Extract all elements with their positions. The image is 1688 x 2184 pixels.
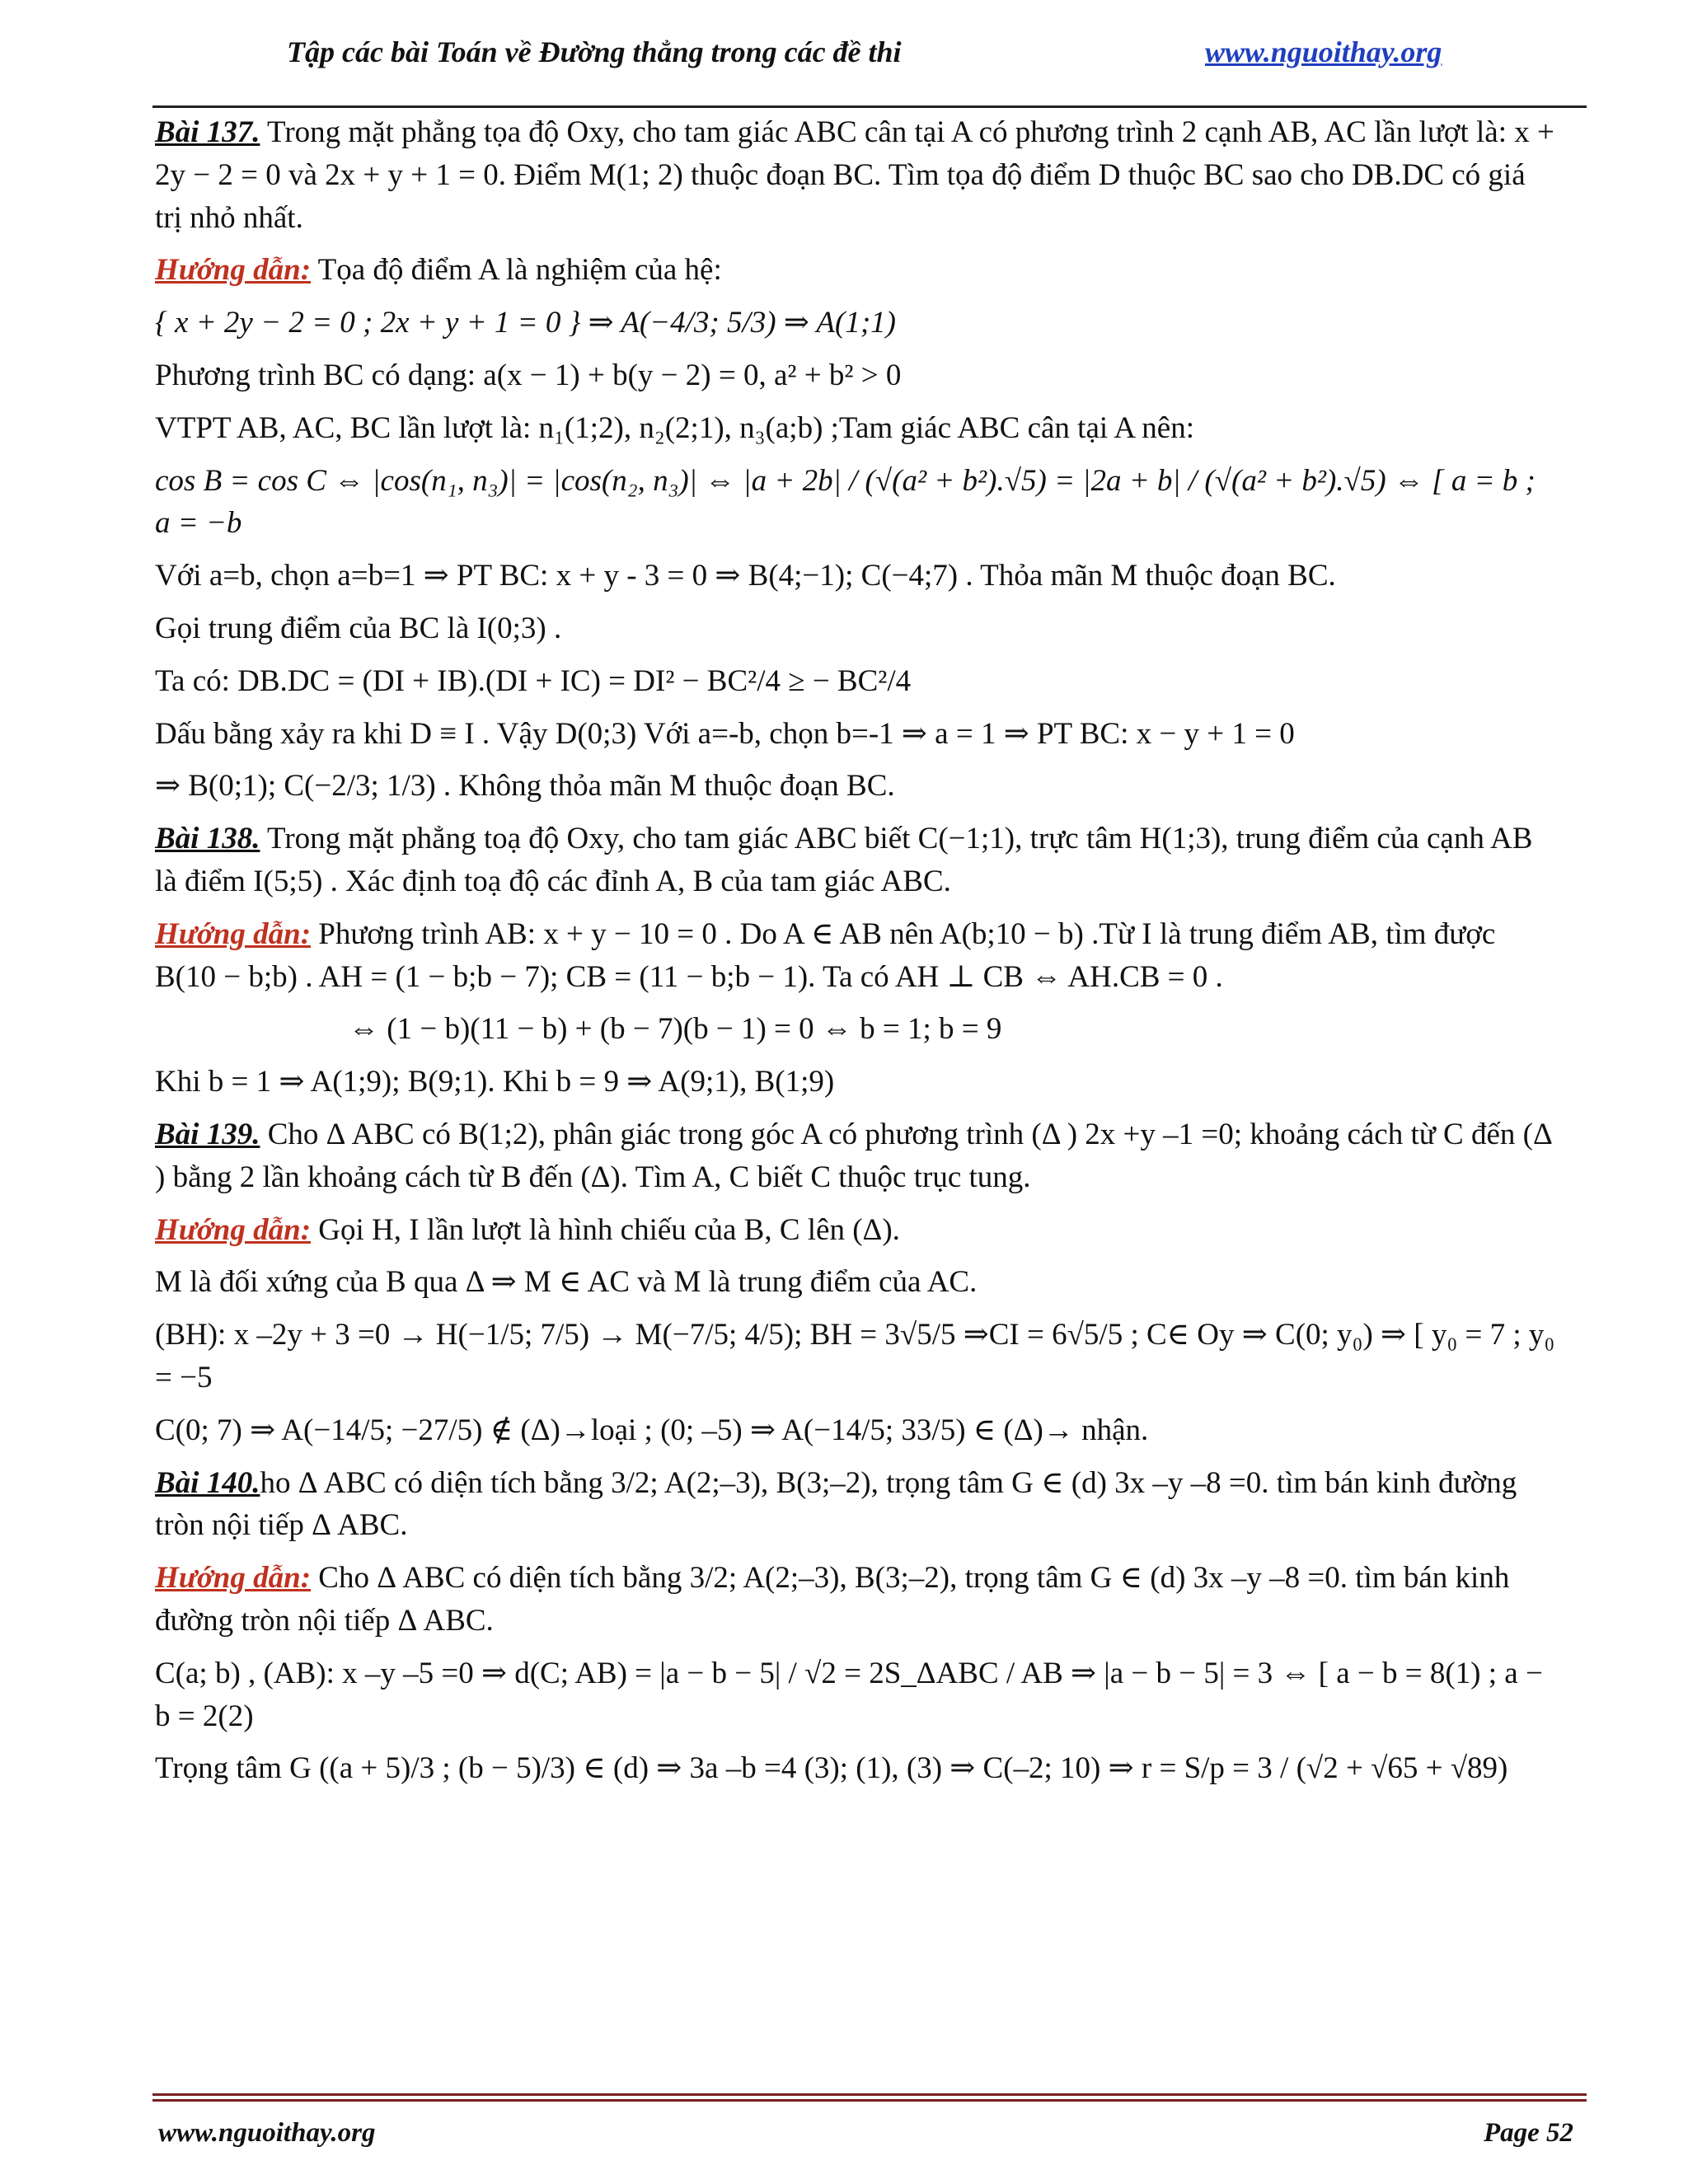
guide-line: Gọi trung điểm của BC là I(0;3) . [155, 611, 562, 645]
problem-label: Bài 138. [155, 822, 260, 856]
guide-line: Cho Δ ABC có diện tích bằng 3/2; A(2;–3), B(3;–2), trọng tâm G ∈ (d) 3x –y –8 =0. tìm bán kinh đường tròn nội tiếp Δ ABC. [155, 1561, 1510, 1638]
problem-139-statement [155, 1113, 1556, 1199]
problem-138-guide [155, 913, 1556, 999]
guide-line: ⇔ (1 − b)(11 − b) + (b − 7)(b − 1) = 0 ⇔ b = 1; b = 9 [349, 1012, 1002, 1047]
guide-label: Hướng dẫn: [155, 1212, 312, 1247]
problem-139-guide [155, 1209, 1556, 1252]
guide-line: C(a; b) , (AB): x –y –5 =0 ⇒ d(C; AB) = |a − b − 5| / √2 = 2S_ΔABC / AB ⇒ |a − b − 5| = 3 ⇔ [ a − b = 8(1) ; a − b = 2(2) [155, 1656, 1543, 1733]
guide-line: cos B = cos C ⇔ |cos(n₁, n₃)| = |cos(n₂, n₃)| ⇔ |a + 2b| / (√(a² + b²).√5) = |2a + b| / (√(a² + b²).√5) ⇔ [ a = b ; a = −b [155, 463, 1536, 541]
problem-137-guide [155, 249, 1556, 292]
problem-label: Bài 139. [155, 1117, 260, 1151]
footer-divider [152, 2093, 1587, 2105]
guide-line: Phương trình AB: x + y − 10 = 0 . Do A ∈ AB nên A(b;10 − b) .Từ I là trung điểm AB, tìm được B(10 − b;b) . AH = (1 − b;b − 7); CB = (11 − b;b − 1). Ta có AH ⊥ CB ⇔ AH.CB = 0 . [155, 916, 1496, 994]
guide-line: C(0; 7) ⇒ A(−14/5; −27/5) ∉ (Δ)→loại ; (0; –5) ⇒ A(−14/5; 33/5) ∈ (Δ)→ nhận. [155, 1413, 1149, 1447]
guide-line: Phương trình BC có dạng: a(x − 1) + b(y − 2) = 0, a² + b² > 0 [155, 358, 902, 392]
problem-text: Trong mặt phẳng toạ độ Oxy, cho tam giác ABC biết C(−1;1), trực tâm H(1;3), trung điểm của cạnh AB là điểm I(5;5) . Xác định toạ độ các đỉnh A, B của tam giác ABC. [155, 822, 1533, 898]
guide-line: Gọi H, I lần lượt là hình chiếu của B, C lên (Δ). [311, 1212, 900, 1247]
guide-label: Hướng dẫn: [155, 1561, 312, 1596]
problem-text: ho Δ ABC có diện tích bằng 3/2; A(2;–3), B(3;–2), trọng tâm G ∈ (d) 3x –y –8 =0. tìm bán kinh đường tròn nội tiếp Δ ABC. [155, 1465, 1517, 1543]
problem-label: Bài 137. [155, 115, 260, 149]
guide-line: ⇒ B(0;1); C(−2/3; 1/3) . Không thỏa mãn M thuộc đoạn BC. [155, 769, 895, 804]
guide-line: M là đối xứng của B qua Δ ⇒ M ∈ AC và M là trung điểm của AC. [155, 1265, 978, 1300]
problem-140-guide [155, 1557, 1556, 1643]
guide-label: Hướng dẫn: [155, 253, 312, 288]
guide-line: Tọa độ điểm A là nghiệm của hệ: [311, 253, 722, 288]
guide-label: Hướng dẫn: [155, 916, 312, 951]
problem-137-statement [155, 111, 1556, 239]
document-body [155, 111, 1556, 1800]
guide-line: Ta có: DB.DC = (DI + IB).(DI + IC) = DI² − BC²/4 ≥ − BC²/4 [155, 663, 912, 698]
guide-line: Dấu bằng xảy ra khi D ≡ I . Vậy D(0;3) Với a=-b, chọn b=-1 ⇒ a = 1 ⇒ PT BC: x − y + 1 = 0 [155, 716, 1295, 751]
problem-label: Bài 140. [155, 1465, 260, 1500]
page-header-link[interactable]: www.nguoithay.org [1205, 35, 1442, 68]
page-header-title: Tập các bài Toán về Đường thẳng trong các đề thi [287, 35, 902, 68]
guide-line: Khi b = 1 ⇒ A(1;9); B(9;1). Khi b = 9 ⇒ A(9;1), B(1;9) [155, 1065, 835, 1099]
page-number: Page 52 [1484, 2118, 1574, 2148]
footer-link[interactable]: www.nguoithay.org [158, 2118, 376, 2148]
guide-line: { x + 2y − 2 = 0 ; 2x + y + 1 = 0 } ⇒ A(−4/3; 5/3) ⇒ A(1;1) [155, 306, 896, 340]
guide-line: Trọng tâm G ((a + 5)/3 ; (b − 5)/3) ∈ (d) ⇒ 3a –b =4 (3); (1), (3) ⇒ C(–2; 10) ⇒ r = S/p = 3 / (√2 + √65 + √89) [155, 1751, 1508, 1786]
guide-line: VTPT AB, AC, BC lần lượt là: n₁(1;2), n₂(2;1), n₃(a;b) ;Tam giác ABC cân tại A nên: [155, 410, 1194, 445]
problem-text: Trong mặt phẳng tọa độ Oxy, cho tam giác ABC cân tại A có phương trình 2 cạnh AB, AC lần lượt là: x + 2y − 2 = 0 và 2x + y + 1 = 0. Điểm M(1; 2) thuộc đoạn BC. Tìm tọa độ điểm D thuộc BC sao cho DB.DC có giá trị nhỏ nhất. [155, 115, 1554, 235]
guide-line: (BH): x –2y + 3 =0 → H(−1/5; 7/5) → M(−7/5; 4/5); BH = 3√5/5 ⇒CI = 6√5/5 ; C∈ Oy ⇒ C(0; y₀) ⇒ [ y₀ = 7 ; y₀ = −5 [155, 1318, 1555, 1394]
problem-140-statement [155, 1462, 1556, 1548]
header-divider [152, 105, 1587, 108]
problem-text: Cho Δ ABC có B(1;2), phân giác trong góc A có phương trình (Δ ) 2x +y –1 =0; khoảng cách từ C đến (Δ ) bằng 2 lần khoảng cách từ B đến (Δ). Tìm A, C biết C thuộc trục tung. [155, 1117, 1551, 1194]
problem-138-statement [155, 818, 1556, 903]
guide-line: Với a=b, chọn a=b=1 ⇒ PT BC: x + y - 3 = 0 ⇒ B(4;−1); C(−4;7) . Thỏa mãn M thuộc đoạn BC. [155, 559, 1336, 593]
